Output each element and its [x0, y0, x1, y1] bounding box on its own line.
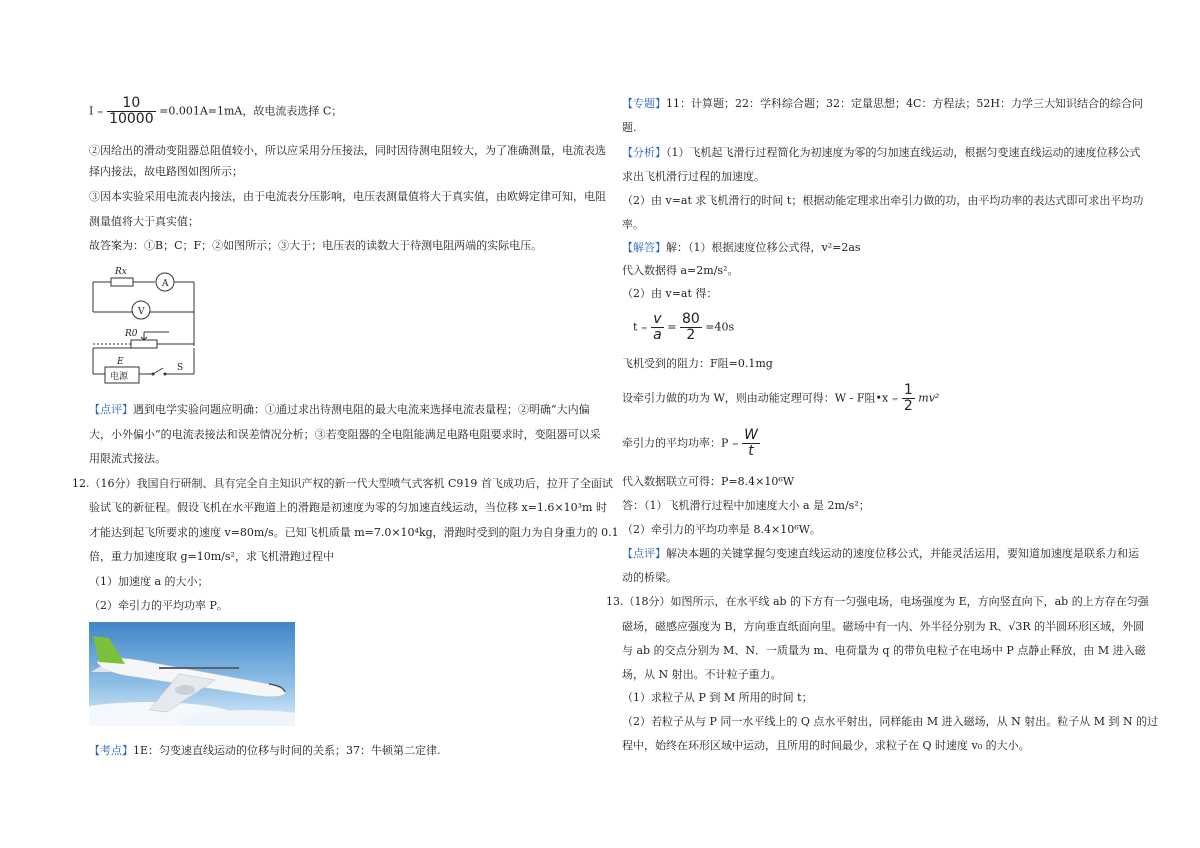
question-13-line: 13.（18分）如图所示，在水平线 ab 的下方有一匀强电场，电场强度为 E，方向竖直向下，ab 的上方存在匀强	[606, 595, 1149, 608]
knowledge-point-tag: 【考点】	[89, 744, 133, 757]
text-line: 代入数据联立可得：P=8.4×10⁶W	[622, 475, 795, 488]
text-line: 用限流式接法。	[89, 452, 166, 465]
topic-text: 11：计算题；22：学科综合题；32：定量思想；4C：方程法；52H：力学三大知识结合的综合问	[666, 97, 1143, 110]
text-line: （1）求粒子从 P 到 M 所用的时间 t；	[622, 691, 813, 704]
text-line: （1）加速度 a 的大小；	[89, 575, 209, 588]
ammeter-label: A	[162, 279, 169, 289]
fraction	[651, 312, 664, 343]
knowledge-point-line	[89, 743, 441, 759]
text-line: 题.	[622, 121, 637, 134]
fraction-numerator: 80	[681, 311, 700, 327]
text-line: 代入数据得 a=2m/s²。	[622, 264, 739, 277]
fraction-numerator: 1	[903, 382, 913, 398]
formula-prefix: t	[633, 320, 638, 334]
answer-line: 故答案为：①B；C；F；②如图所示；③大于；电压表的读数大于待测电阻两端的实际电压。	[89, 239, 543, 252]
text-line: （2）牵引力的平均功率是 8.4×10⁶W。	[622, 523, 821, 536]
text-line: 倍，重力加速度取 g=10m/s²，求飞机滑跑过程中	[89, 550, 334, 563]
text-line: 飞机受到的阻力：F阻=0.1mg	[622, 357, 773, 370]
analysis-text: （1）飞机起飞滑行过程简化为初速度为零的匀加速直线运动，根据匀变速直线运动的速度位移公式	[666, 146, 1141, 159]
text-line: （2）若粒子从与 P 同一水平线上的 Q 点水平射出，同样能由 M 进入磁场，从 N 射出。粒子从 M 到 N 的过	[622, 715, 1159, 728]
knowledge-point-text: 1E：匀变速直线运动的位移与时间的关系；37：牛顿第二定律.	[133, 744, 441, 757]
emf-label: E	[117, 357, 124, 367]
text-line: 择内接法，故电路图如图所示；	[89, 165, 243, 178]
text-line: （2）由 v=at 求飞机滑行的时间 t；根据动能定理求出牵引力做的功，由平均功率的表达式即可求出平均功	[622, 194, 1144, 207]
work-formula-line: 设牵引力做的功为 W，则由动能定理可得：W - F阻•x = $\frac{1}{2}$ mv²	[622, 382, 940, 414]
formula-text: 牵引力的平均功率：P	[622, 436, 729, 450]
text-line: 程中，始终在环形区域中运动，且所用的时间最少，求粒子在 Q 时速度 v₀ 的大小。	[622, 739, 1030, 752]
voltmeter-label: V	[138, 307, 145, 317]
solution-text: 解：（1）根据速度位移公式得，v²=2as	[666, 241, 861, 254]
topic-tag: 【专题】	[622, 97, 666, 110]
text-line: 与 ab 的交点分别为 M、N．一质量为 m、电荷量为 q 的带负电粒子在电场中 P 点静止释放，由 M 进入磁	[622, 644, 1146, 657]
fraction-denominator: a	[653, 327, 662, 343]
source-label: 电源	[110, 372, 129, 382]
text-line: 测量值将大于真实值；	[89, 215, 199, 228]
text-line: 动的桥梁。	[622, 571, 677, 584]
power-formula-line: 牵引力的平均功率：P = $\frac{W}{t}$	[622, 427, 758, 459]
analysis-line	[622, 145, 1141, 161]
text-line: 求出飞机滑行过程的加速度。	[622, 170, 765, 183]
switch-label: S	[177, 363, 184, 373]
fraction-denominator: 2	[686, 327, 696, 343]
current-formula-line: I = $\frac{10}{10000}$ =0.001A=1mA，故电流表选择 C；	[89, 95, 343, 127]
fraction	[107, 96, 156, 127]
fraction	[742, 428, 760, 459]
text-line: 率。	[622, 218, 644, 231]
formula-result: =40s	[705, 320, 735, 334]
text-line: 才能达到起飞所要求的速度 v=80m/s。已知飞机质量 m=7.0×10⁴kg，滑跑时受到的阻力为自身重力的 0.1	[89, 526, 619, 539]
text-line: 验试飞的新征程。假设飞机在水平跑道上的滑跑是初速度为零的匀加速直线运动，当位移 x=1.6×10³m 时	[89, 501, 607, 514]
question-12-line: 12.（16分）我国自行研制、具有完全自主知识产权的新一代大型喷气式客机 C919 首飞成功后，拉开了全面试	[72, 477, 613, 490]
text-line: 答：（1）飞机滑行过程中加速度大小 a 是 2m/s²；	[622, 499, 870, 512]
text-line: ②因给出的滑动变阻器总阻值较小，所以应采用分压接法，同时因待测电阻较大，为了准确测量，电流表选	[89, 144, 606, 157]
review-line	[622, 546, 1139, 562]
fraction-denominator: 10000	[109, 111, 154, 127]
fraction	[680, 312, 702, 343]
solution-tag: 【解答】	[622, 241, 666, 254]
fraction-denominator: 2	[903, 398, 913, 414]
review-tag: 【点评】	[89, 403, 133, 416]
formula-result: =0.001A=1mA，故电流表选择 C；	[159, 104, 343, 118]
text-line: （2）牵引力的平均功率 P。	[89, 599, 228, 612]
review-text: 遇到电学实验问题应明确：①通过求出待测电阻的最大电流来选择电流表量程；②明确“大内偏	[133, 403, 590, 416]
review-tag: 【点评】	[622, 547, 666, 560]
airplane-photo	[89, 622, 295, 726]
fraction-numerator: W	[744, 427, 758, 443]
formula-text: 设牵引力做的功为 W，则由动能定理可得：W - F阻•x	[622, 391, 889, 405]
review-line	[89, 402, 590, 418]
text-line: 大，小外偏小“的电流表接法和误差情况分析；③若变阻器的全电阻能满足电路电阻要求时，变阻器可以采	[89, 428, 601, 441]
fraction-numerator: 10	[107, 96, 156, 112]
fraction-numerator: v	[651, 312, 664, 328]
topic-line	[622, 96, 1143, 112]
text-line: （2）由 v=at 得：	[622, 287, 718, 300]
text-line: 磁场，磁感应强度为 B，方向垂直纸面向里。磁场中有一内、外半径分别为 R、√3R 的半圆环形区域，外圆	[622, 620, 1145, 633]
review-text: 解决本题的关键掌握匀变速直线运动的速度位移公式，并能灵活运用，要知道加速度是联系力和运	[666, 547, 1139, 560]
text-line: 场，从 N 射出。不计粒子重力。	[622, 668, 782, 681]
formula-prefix: I	[89, 104, 94, 118]
circuit-diagram	[89, 264, 209, 388]
fraction-denominator: t	[748, 443, 754, 459]
formula-tail: mv²	[918, 391, 940, 405]
r0-label: R0	[125, 329, 138, 339]
text-line: ③因本实验采用电流表内接法，由于电流表分压影响，电压表测量值将大于真实值，由欧姆定律可知，电阻	[89, 190, 606, 203]
rx-label: Rx	[115, 267, 127, 277]
analysis-tag: 【分析】	[622, 146, 666, 159]
fraction	[902, 383, 915, 414]
time-formula-line: t = $\frac{v}{a}$ = $\frac{80}{2}$ =40s	[633, 311, 735, 343]
solution-line	[622, 240, 861, 256]
